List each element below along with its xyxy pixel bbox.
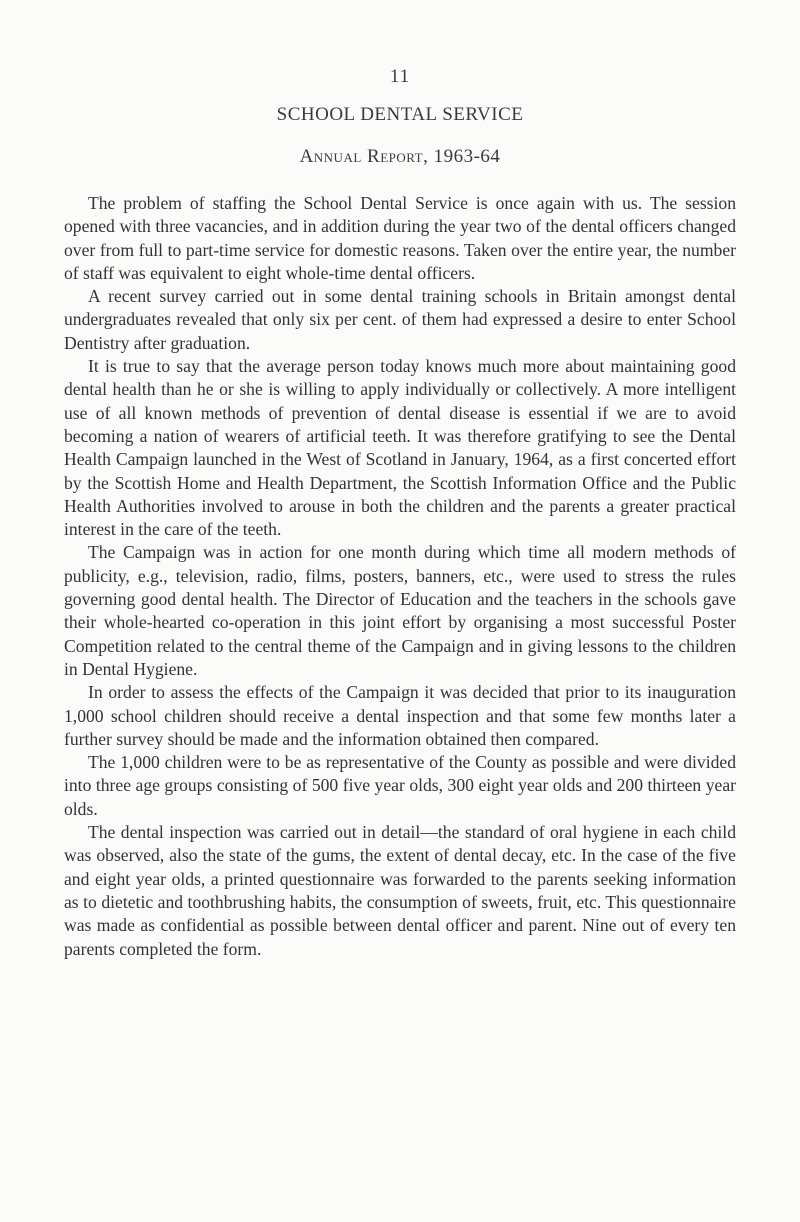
paragraph-age-groups: The 1,000 children were to be as representative of the County as possible and were divided into three age groups consisting of 500 five year olds, 300 eight year olds and 200 thirteen year olds. (64, 752, 736, 819)
page-subtitle: Annual Report, 1963-64 (299, 146, 501, 167)
paragraph-dental-health: It is true to say that the average person today knows much more about maintaining good dental health than he or she is willing to apply individually or collectively. A more intelligent use of all known methods of prevention of dental disease is essential if we are to avoid becoming a nation of wearers of artificial teeth. It was therefore gratifying to see the Dental Health Campaign launched in the West of Scotland in January, 1964, as a first concerted effort by the Scottish Home and Health Department, the Scottish Information Office and the Public Health Authorities involved to arouse in both the children and the parents a greater practical interest in the care of the teeth. (64, 356, 736, 540)
body-text (64, 192, 736, 961)
paragraph-campaign: The Campaign was in action for one month during which time all modern methods of publicity, e.g., television, radio, films, posters, banners, etc., were used to stress the rules governing good dental health. The Director of Education and the teachers in the schools gave their whole-hearted co-operation in this joint effort by organising a most successful Poster Competition related to the central theme of the Campaign and in giving lessons to the children in Dental Hygiene. (64, 542, 736, 679)
paragraph-survey: A recent survey carried out in some dental training schools in Britain amongst dental undergraduates revealed that only six per cent. of them had expressed a desire to enter School Dentistry after graduation. (64, 286, 736, 353)
paragraph-inspection: The dental inspection was carried out in detail—the standard of oral hygiene in each child was observed, also the state of the gums, the extent of dental decay, etc. In the case of the five and eight year olds, a printed questionnaire was forwarded to the parents seeking information as to dietetic and toothbrushing habits, the consumption of sweets, fruit, etc. This questionnaire was made as confidential as possible between dental officer and parent. Nine out of every ten parents completed the form. (64, 822, 736, 959)
page-title: SCHOOL DENTAL SERVICE (276, 104, 524, 125)
paragraph-staffing: The problem of staffing the School Dental Service is once again with us. The session opened with three vacancies, and in addition during the year two of the dental officers changed over from full to part-time service for domestic reasons. Taken over the entire year, the number of staff was equivalent to eight whole-time dental officers. (64, 193, 736, 283)
page-number: 11 (389, 66, 411, 87)
paragraph-assessment: In order to assess the effects of the Campaign it was decided that prior to its inauguration 1,000 school children should receive a dental inspection and that some few months later a further survey should be made and the information obtained then compared. (64, 682, 736, 749)
